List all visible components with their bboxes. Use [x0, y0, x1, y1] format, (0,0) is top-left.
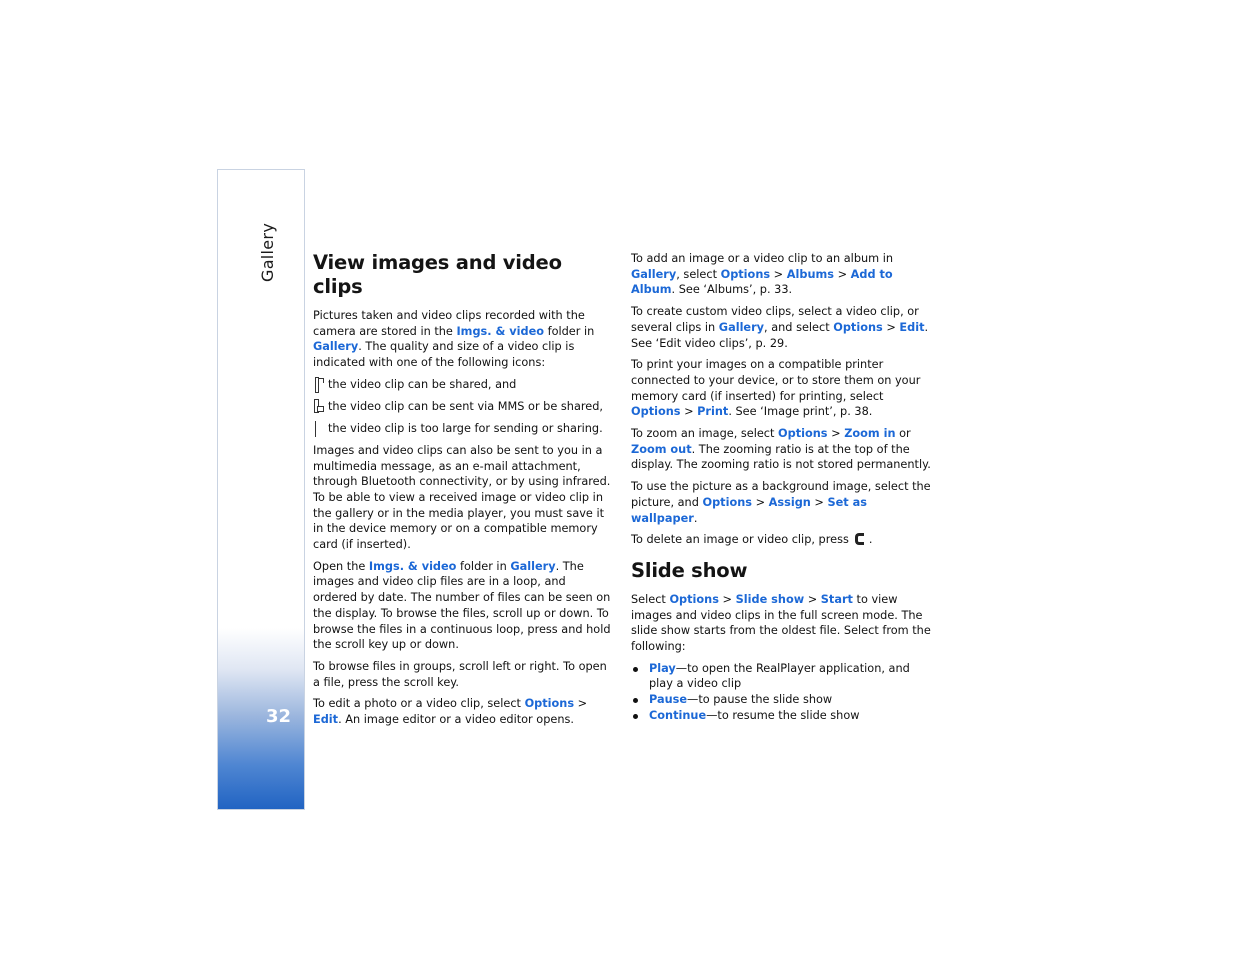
keyword-slide-show: Slide show: [735, 592, 805, 606]
paragraph-wallpaper: To use the picture as a background image, select the picture, and Options > Assign > Set as wallpaper.: [631, 480, 931, 525]
paragraph-sending: Images and video clips can also be sent to you in a multimedia message, as an e-mail attachment, through Bluetooth connectivity, or by using infrared. To be able to view a received image or video clip in the gallery or in the media player, you must save it in the device memory or on a compatible memory card (if inserted).: [313, 443, 611, 552]
paragraph-slide-show: Select Options > Slide show > Start to view images and video clips in the full screen mode. The slide show starts from the oldest file. Select from the following:: [631, 592, 931, 654]
keyword-set-as-wallpaper: Set as wallpaper: [631, 495, 867, 525]
clear-key-icon: [855, 533, 865, 545]
left-column: [313, 251, 613, 734]
mms-icon: [313, 399, 325, 415]
keyword-print: Print: [697, 405, 729, 419]
paragraph-edit: To edit a photo or a video clip, select Options > Edit. An image editor or a video editor opens.: [313, 697, 588, 727]
keyword-continue: Continue: [649, 708, 707, 722]
heading-slide-show: Slide show: [631, 558, 748, 582]
keyword-zoom-in: Zoom in: [844, 427, 896, 441]
keyword-options: Options: [631, 405, 681, 419]
heading-view-images: View images and video clips: [313, 251, 562, 298]
icon-line-mms: the video clip can be sent via MMS or be shared,: [313, 399, 613, 415]
keyword-gallery: Gallery: [631, 267, 677, 281]
icon-line-too-large: the video clip is too large for sending or sharing.: [313, 421, 613, 437]
keyword-albums: Albums: [786, 267, 834, 281]
keyword-options: Options: [720, 267, 771, 281]
keyword-imgs-video: Imgs. & video: [368, 559, 457, 573]
paragraph-intro: Pictures taken and video clips recorded with the camera are stored in the Imgs. & video folder in Gallery. The quality and size of a video clip is indicated with one of the following icons:: [313, 309, 595, 370]
page-number: 32: [266, 706, 292, 727]
keyword-zoom-out: Zoom out: [631, 442, 692, 456]
paragraph-print: To print your images on a compatible printer connected to your device, or to store them on your memory card (if inserted) for printing, select Options > Print. See ‘Image print’, p. 38.: [631, 358, 921, 419]
keyword-start: Start: [820, 592, 853, 606]
right-column: [631, 251, 931, 724]
keyword-options: Options: [778, 427, 828, 441]
keyword-play: Play: [649, 661, 676, 675]
shareable-icon: [313, 377, 325, 393]
keyword-edit: Edit: [313, 713, 339, 727]
list-item: Continue—to resume the slide show: [631, 708, 931, 724]
paragraph-browse-groups: To browse files in groups, scroll left or right. To open a file, press the scroll key.: [313, 659, 607, 689]
keyword-gallery: Gallery: [718, 320, 765, 334]
paragraph-custom-clips: To create custom video clips, select a video clip, or several clips in Gallery, and select Options > Edit. See ‘Edit video clips’, p. 29.: [631, 305, 929, 350]
keyword-assign: Assign: [768, 495, 811, 509]
paragraph-delete: To delete an image or video clip, press .: [631, 533, 873, 547]
keyword-imgs-video: Imgs. & video: [456, 324, 545, 338]
list-item: Pause—to pause the slide show: [631, 692, 931, 708]
paragraph-open-folder: Open the Imgs. & video folder in Gallery. The images and video clip files are in a loop, and ordered by date. The number of files can be seen on the display. To browse the files, scroll up or down. To browse the files in a continuous loop, press and hold the scroll key up or down.: [313, 559, 611, 652]
keyword-options: Options: [702, 495, 752, 509]
keyword-add-to-album: Add to Album: [631, 267, 893, 297]
icon-line-shareable: the video clip can be shared, and: [313, 377, 613, 393]
slide-show-options-list: [631, 661, 931, 724]
keyword-options: Options: [669, 592, 719, 606]
too-large-icon: [313, 421, 325, 437]
keyword-gallery: Gallery: [313, 340, 359, 354]
paragraph-zoom: To zoom an image, select Options > Zoom in or Zoom out. The zooming ratio is at the top of the display. The zooming ratio is not stored permanently.: [631, 427, 931, 472]
section-label: Gallery: [258, 222, 277, 282]
keyword-gallery: Gallery: [510, 559, 556, 573]
keyword-options: Options: [833, 320, 883, 334]
keyword-options: Options: [524, 697, 575, 711]
list-item: Play—to open the RealPlayer application, and play a video clip: [631, 661, 931, 692]
paragraph-add-album: To add an image or a video clip to an album in Gallery, select Options > Albums > Add to Album. See ‘Albums’, p. 33.: [631, 252, 894, 297]
keyword-pause: Pause: [649, 693, 688, 707]
keyword-edit: Edit: [899, 320, 925, 334]
